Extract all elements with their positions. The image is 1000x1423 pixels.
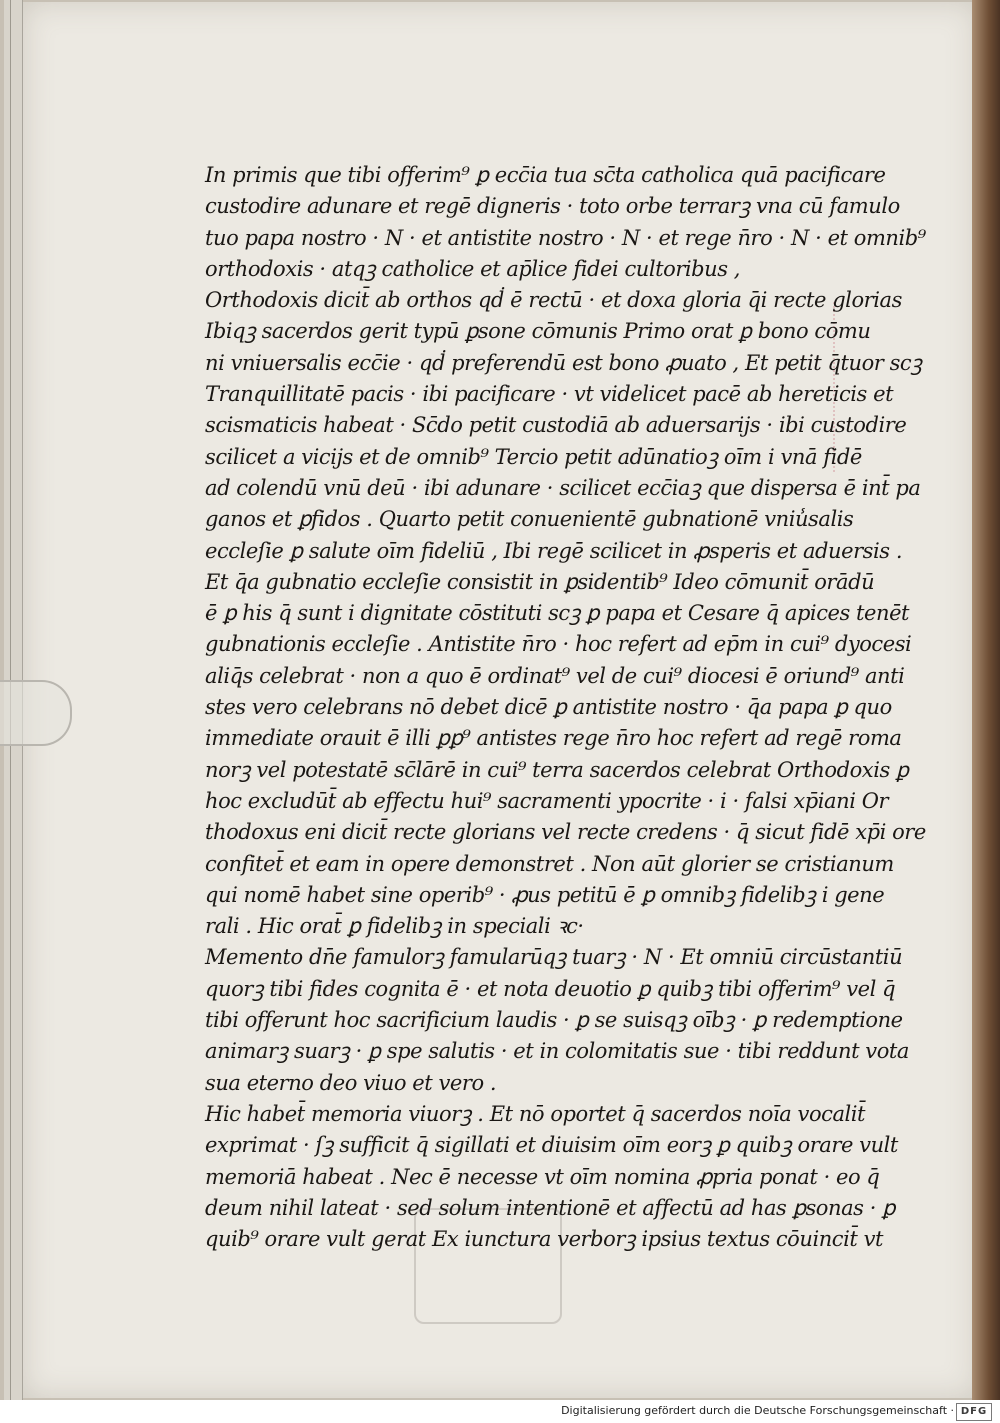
text-block: [205, 160, 926, 1255]
text-line: Ibiqꝫ sacerdos gerit typū ꝑsone cōmunis Primo orat ꝑ bono cōmu: [205, 319, 871, 344]
paper-clip: [0, 680, 72, 746]
text-line: gubnationis eccleſie . Antistite n̄ro · hoc refert ad ep̄m in cui⁹ dyocesi: [205, 632, 912, 657]
text-line: rali . Hic orat̄ ꝑ fidelibꝫ in speciali ꝛc·: [205, 914, 584, 939]
text-line: immediate orauit ē illi ꝑꝑ⁹ antistes rege n̄ro hoc refert ad regē roma: [205, 726, 902, 751]
text-line: ni vniuersalis ecc̄ie · qḋ preferendū est bono ꝓuato , Et petit q̄tuor scꝫ: [205, 350, 922, 375]
text-line: thodoxus eni dicit̄ recte glorians vel recte credens · q̄ sicut fidē xp̄i ore: [205, 820, 926, 845]
text-line: quorꝫ tibi fides cognita ē · et nota deuotio ꝑ quibꝫ tibi offerim⁹ vel q̄: [205, 976, 896, 1001]
text-line: ad colendū vnū deū · ibi adunare · scilicet ecc̄iaꝫ que dispersa ē int̄ pa: [205, 475, 921, 500]
text-line: memoriā habeat . Nec ē necesse vt oīm nomina ꝓpria ponat · eo q̄: [205, 1164, 880, 1189]
text-line: deum nihil lateat · sed solum intentionē et affectū ad has ꝑsonas · ꝑ: [205, 1195, 896, 1220]
text-line: scismaticis habeat · Sc̄do petit custodiā ab aduersarijs · ibi custodire: [205, 413, 907, 438]
binding-edge: [972, 0, 1000, 1400]
text-line: confitet̄ et eam in opere demonstret . Non aūt glorier se cristianum: [205, 851, 894, 876]
text-line: Hic habet̄ memoria viuorꝫ . Et nō oportet q̄ sacerdos noīa vocalit̄: [205, 1101, 866, 1126]
funding-note: Digitalisierung gefördert durch die Deutsche Forschungsgemeinschaft ·: [561, 1404, 954, 1417]
text-line: tuo papa nostro · N · et antistite nostro · N · et rege n̄ro · N · et omnib⁹: [205, 225, 926, 250]
text-line: exprimat · ſꝫ sufficit q̄ sigillati et diuisim oīm eorꝫ ꝑ quibꝫ orare vult: [205, 1133, 898, 1158]
text-line: custodire adunare et regē digneris · toto orbe terrarꝫ vna cū famulo: [205, 194, 900, 219]
text-line: scilicet a vicijs et de omnib⁹ Tercio petit adūnatioꝫ oīm i vnā fidē: [205, 444, 862, 469]
text-line: sua eterno deo viuo et vero .: [205, 1070, 497, 1095]
text-line: Memento dn̄e famulorꝫ famularūqꝫ tuarꝫ · N · Et omniū circūstantiū: [205, 945, 903, 970]
text-line: Orthodoxis dicit̄ ab orthos qḋ ē rectū · et doxa gloria q̄i recte glorias: [205, 288, 902, 313]
text-line: eccleſie ꝑ salute oīm fideliū , Ibi regē scilicet in ꝓsperis et aduersis .: [205, 538, 903, 563]
text-line: aliq̄s celebrat · non a quo ē ordinat⁹ vel de cui⁹ diocesi ē oriund⁹ anti: [205, 663, 905, 688]
text-line: orthodoxis · atqꝫ catholice et ap̄lice fidei cultoribus ,: [205, 256, 741, 281]
text-line: qui nomē habet sine operib⁹ · ꝓus petitū ē ꝑ omnibꝫ fidelibꝫ i gene: [205, 882, 885, 907]
dfg-logo: DFG: [956, 1403, 992, 1421]
text-line: Tranquillitatē pacis · ibi pacificare · vt videlicet pacē ab hereticis et: [205, 382, 894, 407]
text-line: norꝫ vel potestatē sc̄lārē in cui⁹ terra sacerdos celebrat Orthodoxis ꝑ: [205, 757, 909, 782]
text-line: stes vero celebrans nō debet dicē ꝑ antistite nostro · q̄a papa ꝑ quo: [205, 695, 892, 720]
text-line: ganos et ꝑfidos . Quarto petit conuenientē gubnationē vniu̾salis: [205, 507, 854, 532]
text-line: hoc excludūt̄ ab effectu hui⁹ sacramenti ypocrite · i · falsi xp̄iani Or: [205, 788, 889, 813]
footer-bar: [0, 1400, 1000, 1423]
text-line: animarꝫ suarꝫ · ꝑ spe salutis · et in colomitatis sue · tibi reddunt vota: [205, 1039, 909, 1064]
text-line: ē ꝑ his q̄ sunt i dignitate cōstituti scꝫ ꝑ papa et Cesare q̄ apices tenēt: [205, 601, 910, 626]
text-line: quib⁹ orare vult gerat Ex iunctura verborꝫ ipsius textus cōuincit̄ vt: [205, 1227, 883, 1252]
text-line: In primis que tibi offerim⁹ ꝑ ecc̄ia tua sc̄ta catholica quā pacificare: [205, 163, 886, 187]
text-line: tibi offerunt hoc sacrificium laudis · ꝑ se suisqꝫ oībꝫ · ꝑ redemptione: [205, 1008, 903, 1033]
text-line: Et q̄a gubnatio eccleſie consistit in ꝑsidentib⁹ Ideo cōmunit̄ orādū: [205, 569, 875, 594]
